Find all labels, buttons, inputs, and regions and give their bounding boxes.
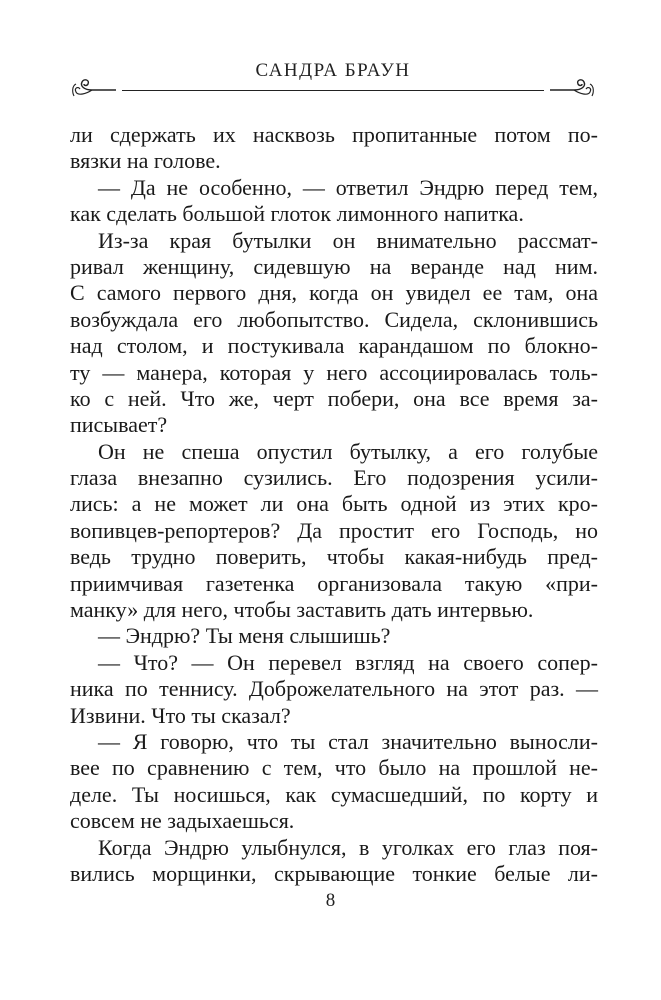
text-line: глаза внезапно сузились. Его подозрения усили- (70, 465, 598, 491)
text-line: деле. Ты носишься, как сумасшедший, по корту и (70, 781, 598, 807)
text-line: — Эндрю? Ты меня слышишь? (98, 623, 391, 649)
text-line: Когда Эндрю улыбнулся, в уголках его глаз поя- (98, 834, 598, 860)
paragraph (70, 122, 598, 175)
text-line: С самого первого дня, когда он увидел ее там, она (70, 280, 598, 306)
text-line: Он не спеша опустил бутылку, а его голубые (98, 438, 598, 464)
paragraph (70, 623, 598, 649)
text-line: — Да не особенно, — ответил Эндрю перед тем, (98, 174, 598, 200)
text-line: — Что? — Он перевел взгляд на своего сопер- (98, 649, 598, 675)
text-line: ли сдержать их насквозь пропитанные потом по- (70, 122, 598, 147)
text-line: манку» для него, чтобы заставить дать интервью. (70, 597, 534, 623)
text-line: совсем не задыхаешься. (70, 808, 295, 834)
paragraph (70, 439, 598, 624)
paragraph (70, 650, 598, 729)
text-line: над столом, и постукивала карандашом по блокно- (70, 333, 598, 359)
text-line: Из-за края бутылки он внимательно рассмат- (98, 227, 598, 253)
running-header-title: САНДРА БРАУН (255, 60, 411, 81)
text-line: вее по сравнению с тем, что было на прошлой не- (70, 755, 598, 781)
paragraph (70, 175, 598, 228)
paragraph (70, 228, 598, 439)
text-line: вились морщинки, скрывающие тонкие белые ли- (70, 860, 598, 886)
page-number: 8 (325, 890, 336, 911)
running-header (70, 58, 596, 108)
left-scroll-ornament-icon (70, 76, 118, 102)
text-line: ко с ней. Что же, черт побери, она все время за- (70, 385, 598, 411)
text-line: вязки на голове. (70, 148, 221, 174)
text-line: ведь трудно поверить, чтобы какая-нибудь пред- (70, 544, 598, 570)
text-line: лись: а не может ли она быть одной из этих кро- (70, 491, 598, 517)
right-scroll-ornament-icon (548, 76, 596, 102)
text-line: писывает? (70, 412, 168, 438)
text-line: ривал женщину, сидевшую на веранде над ним. (70, 253, 598, 279)
paragraph (70, 729, 598, 835)
text-line: вопивцев-репортеров? Да простит его Господь, но (70, 517, 598, 543)
text-line: ту — манера, которая у него ассоциировалась толь- (70, 359, 598, 385)
text-line: как сделать большой глоток лимонного напитка. (70, 201, 524, 227)
paragraph (70, 835, 598, 888)
header-rule (122, 90, 544, 91)
body-text (70, 122, 598, 887)
text-line: — Я говорю, что ты стал значительно выносли- (98, 728, 598, 754)
text-line: возбуждала его любопытство. Сидела, склонившись (70, 306, 598, 332)
text-line: Извини. Что ты сказал? (70, 702, 291, 728)
text-line: ника по теннису. Доброжелательного на этот раз. — (70, 676, 598, 702)
text-line: приимчивая газетенка организовала такую «при- (70, 570, 598, 596)
